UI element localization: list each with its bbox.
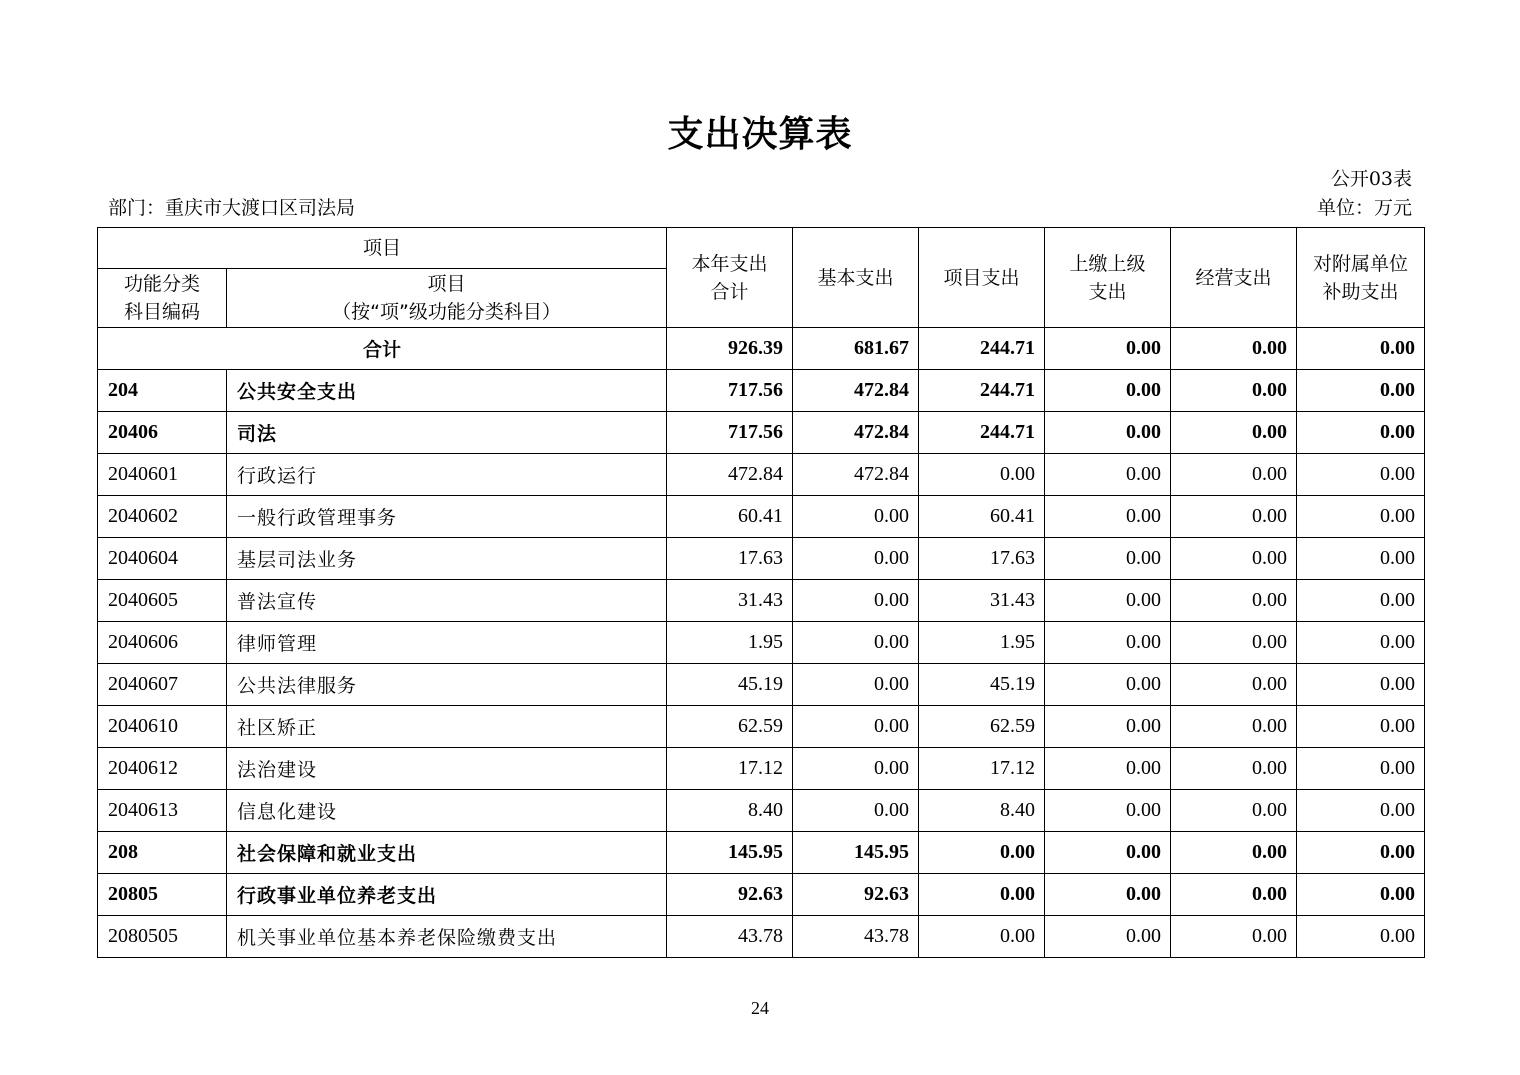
- row-name: 普法宣传: [227, 580, 667, 622]
- row-value: 0.00: [1171, 412, 1297, 454]
- row-value: 0.00: [1171, 664, 1297, 706]
- row-name: 基层司法业务: [227, 538, 667, 580]
- row-value: 0.00: [1297, 496, 1425, 538]
- form-number: 公开03表: [1330, 168, 1412, 190]
- row-value: 0.00: [1297, 538, 1425, 580]
- row-value: 43.78: [793, 916, 919, 958]
- row-value: 0.00: [1297, 874, 1425, 916]
- row-value: 0.00: [1045, 538, 1171, 580]
- row-value: 0.00: [1045, 832, 1171, 874]
- total-value: 244.71: [919, 328, 1045, 370]
- page-number: 24: [751, 998, 769, 1018]
- row-code: 208: [98, 832, 227, 874]
- row-value: 472.84: [667, 454, 793, 496]
- row-code: 2040610: [98, 706, 227, 748]
- row-value: 0.00: [1297, 832, 1425, 874]
- row-value: 0.00: [793, 496, 919, 538]
- row-value: 472.84: [793, 370, 919, 412]
- row-value: 0.00: [1171, 874, 1297, 916]
- row-value: 17.12: [667, 748, 793, 790]
- row-value: 0.00: [1297, 748, 1425, 790]
- row-value: 0.00: [919, 916, 1045, 958]
- row-code: 2040612: [98, 748, 227, 790]
- row-name: 律师管理: [227, 622, 667, 664]
- total-value: 0.00: [1045, 328, 1171, 370]
- row-value: 0.00: [1297, 790, 1425, 832]
- table-row: [98, 790, 1425, 832]
- row-code: 204: [98, 370, 227, 412]
- row-value: 1.95: [667, 622, 793, 664]
- row-value: 45.19: [667, 664, 793, 706]
- row-name: 信息化建设: [227, 790, 667, 832]
- row-value: 244.71: [919, 412, 1045, 454]
- total-value: 0.00: [1297, 328, 1425, 370]
- row-value: 45.19: [919, 664, 1045, 706]
- table-row: [98, 832, 1425, 874]
- row-value: 0.00: [793, 790, 919, 832]
- row-value: 60.41: [667, 496, 793, 538]
- row-value: 0.00: [793, 580, 919, 622]
- table-row: [98, 748, 1425, 790]
- row-code: 2040601: [98, 454, 227, 496]
- row-value: 244.71: [919, 370, 1045, 412]
- row-value: 0.00: [1297, 622, 1425, 664]
- row-value: 0.00: [1171, 496, 1297, 538]
- row-value: 0.00: [1171, 538, 1297, 580]
- row-value: 0.00: [1045, 874, 1171, 916]
- table-row: [98, 454, 1425, 496]
- row-value: 0.00: [1045, 580, 1171, 622]
- row-value: 0.00: [1297, 370, 1425, 412]
- row-value: 43.78: [667, 916, 793, 958]
- row-value: 8.40: [667, 790, 793, 832]
- total-value: 926.39: [667, 328, 793, 370]
- row-code: 2040613: [98, 790, 227, 832]
- row-value: 1.95: [919, 622, 1045, 664]
- row-value: 0.00: [1171, 790, 1297, 832]
- page-title: 支出决算表: [667, 114, 853, 155]
- row-value: 0.00: [1045, 790, 1171, 832]
- header-upper: 上缴上级 支出: [1045, 228, 1171, 328]
- row-value: 0.00: [1171, 748, 1297, 790]
- row-code: 2040606: [98, 622, 227, 664]
- row-value: 31.43: [919, 580, 1045, 622]
- row-code: 20406: [98, 412, 227, 454]
- row-code: 20805: [98, 874, 227, 916]
- row-value: 17.63: [919, 538, 1045, 580]
- header-total: 本年支出 合计: [667, 228, 793, 328]
- row-value: 0.00: [793, 748, 919, 790]
- table-row: [98, 370, 1425, 412]
- row-value: 0.00: [1171, 622, 1297, 664]
- row-value: 92.63: [667, 874, 793, 916]
- row-value: 17.12: [919, 748, 1045, 790]
- total-label: 合计: [98, 328, 667, 370]
- department-label: 部门：重庆市大渡口区司法局: [108, 197, 356, 219]
- header-code: 功能分类 科目编码: [98, 269, 227, 328]
- total-value: 681.67: [793, 328, 919, 370]
- header-name: 项目 （按“项”级功能分类科目）: [227, 269, 667, 328]
- row-value: 0.00: [919, 454, 1045, 496]
- table-row: [98, 412, 1425, 454]
- row-code: 2080505: [98, 916, 227, 958]
- row-value: 0.00: [1045, 664, 1171, 706]
- row-value: 0.00: [1297, 454, 1425, 496]
- header-basic: 基本支出: [793, 228, 919, 328]
- table-row: [98, 664, 1425, 706]
- row-value: 145.95: [667, 832, 793, 874]
- row-value: 0.00: [919, 832, 1045, 874]
- table-row: [98, 874, 1425, 916]
- total-row: [98, 328, 1425, 370]
- row-name: 一般行政管理事务: [227, 496, 667, 538]
- table-row: [98, 580, 1425, 622]
- unit-label: 单位：万元: [1316, 197, 1412, 219]
- row-name: 司法: [227, 412, 667, 454]
- row-value: 0.00: [1045, 370, 1171, 412]
- header-subsidy: 对附属单位 补助支出: [1297, 228, 1425, 328]
- table-row: [98, 538, 1425, 580]
- row-value: 472.84: [793, 412, 919, 454]
- row-code: 2040607: [98, 664, 227, 706]
- row-value: 0.00: [793, 538, 919, 580]
- row-code: 2040602: [98, 496, 227, 538]
- row-name: 社区矫正: [227, 706, 667, 748]
- header-project: 项目支出: [919, 228, 1045, 328]
- table-row: [98, 622, 1425, 664]
- row-name: 行政事业单位养老支出: [227, 874, 667, 916]
- row-value: 717.56: [667, 370, 793, 412]
- row-code: 2040604: [98, 538, 227, 580]
- row-code: 2040605: [98, 580, 227, 622]
- row-name: 公共安全支出: [227, 370, 667, 412]
- table-row: [98, 496, 1425, 538]
- row-value: 472.84: [793, 454, 919, 496]
- row-value: 62.59: [919, 706, 1045, 748]
- row-value: 0.00: [919, 874, 1045, 916]
- row-value: 0.00: [793, 664, 919, 706]
- row-name: 行政运行: [227, 454, 667, 496]
- row-value: 0.00: [1297, 916, 1425, 958]
- row-value: 8.40: [919, 790, 1045, 832]
- row-value: 0.00: [1045, 706, 1171, 748]
- row-name: 法治建设: [227, 748, 667, 790]
- row-value: 0.00: [1297, 580, 1425, 622]
- row-value: 0.00: [1171, 370, 1297, 412]
- row-value: 0.00: [1297, 664, 1425, 706]
- row-name: 机关事业单位基本养老保险缴费支出: [227, 916, 667, 958]
- header-business: 经营支出: [1171, 228, 1297, 328]
- row-value: 0.00: [1045, 916, 1171, 958]
- row-value: 0.00: [1045, 454, 1171, 496]
- row-value: 0.00: [1045, 622, 1171, 664]
- row-name: 社会保障和就业支出: [227, 832, 667, 874]
- table-row: [98, 916, 1425, 958]
- row-value: 17.63: [667, 538, 793, 580]
- table-row: [98, 706, 1425, 748]
- row-value: 0.00: [1171, 916, 1297, 958]
- row-value: 0.00: [1171, 580, 1297, 622]
- row-value: 0.00: [793, 706, 919, 748]
- row-value: 0.00: [1171, 832, 1297, 874]
- row-value: 62.59: [667, 706, 793, 748]
- row-value: 0.00: [1297, 706, 1425, 748]
- row-name: 公共法律服务: [227, 664, 667, 706]
- row-value: 0.00: [1297, 412, 1425, 454]
- row-value: 717.56: [667, 412, 793, 454]
- row-value: 31.43: [667, 580, 793, 622]
- row-value: 0.00: [1045, 496, 1171, 538]
- row-value: 0.00: [1045, 412, 1171, 454]
- row-value: 60.41: [919, 496, 1045, 538]
- row-value: 145.95: [793, 832, 919, 874]
- total-value: 0.00: [1171, 328, 1297, 370]
- expenditure-table: [97, 227, 1425, 958]
- row-value: 0.00: [1171, 706, 1297, 748]
- row-value: 0.00: [1171, 454, 1297, 496]
- row-value: 92.63: [793, 874, 919, 916]
- row-value: 0.00: [793, 622, 919, 664]
- header-item-group: 项目: [98, 228, 667, 269]
- row-value: 0.00: [1045, 748, 1171, 790]
